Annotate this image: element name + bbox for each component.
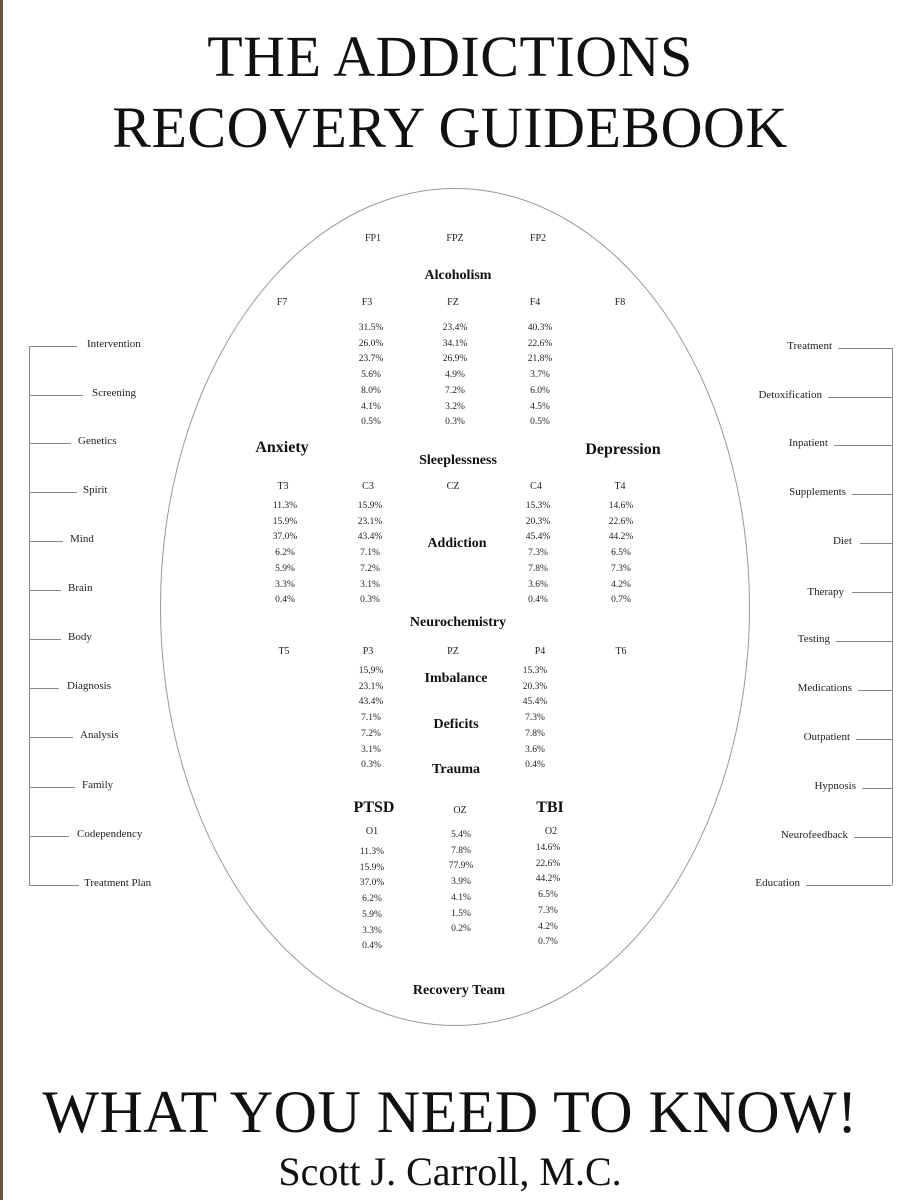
value-cell: 3.6% — [525, 744, 545, 755]
left-label-brain: Brain — [68, 582, 93, 594]
value-cell: 0.4% — [362, 941, 382, 952]
value-cell: 7.2% — [361, 728, 381, 739]
section-anxiety: Anxiety — [255, 439, 309, 456]
value-cell: 7.1% — [361, 713, 381, 724]
values-c3 — [358, 499, 383, 609]
value-cell: 22.6% — [535, 858, 561, 869]
value-cell: 8.0% — [361, 385, 381, 396]
value-cell: 22.6% — [527, 338, 553, 349]
right-tick — [860, 543, 892, 544]
value-cell: 15.9% — [357, 501, 383, 511]
value-cell: 15.3% — [522, 666, 548, 676]
title-line-2: RECOVERY GUIDEBOOK — [112, 95, 788, 160]
value-cell: 4.1% — [361, 401, 381, 412]
section-recovery-team: Recovery Team — [412, 983, 506, 998]
section-sleeplessness: Sleeplessness — [419, 453, 497, 468]
value-cell: 3.2% — [445, 401, 465, 412]
section-imbalance: Imbalance — [424, 671, 488, 686]
electrode-f3: F3 — [361, 297, 373, 308]
value-cell: 15.9% — [358, 666, 384, 676]
value-cell: 7.2% — [360, 563, 380, 574]
value-cell: 4.1% — [451, 892, 471, 903]
right-tick — [856, 739, 892, 740]
value-cell: 3.1% — [360, 579, 380, 590]
value-cell: 15.9% — [359, 862, 385, 873]
right-tick — [858, 690, 892, 691]
right-label-treatment: Treatment — [787, 340, 832, 352]
value-cell: 43.4% — [357, 532, 383, 543]
value-cell: 7.3% — [525, 713, 545, 724]
electrode-cz: CZ — [446, 481, 460, 492]
value-cell: 6.2% — [275, 548, 295, 559]
value-cell: 20.3% — [525, 516, 551, 527]
right-label-testing: Testing — [797, 633, 830, 645]
value-cell: 23.4% — [442, 323, 468, 333]
right-tick — [852, 592, 892, 593]
section-alcoholism: Alcoholism — [424, 268, 492, 283]
left-label-genetics: Genetics — [78, 435, 117, 447]
values-f3 — [359, 321, 384, 431]
value-cell: 0.4% — [528, 595, 548, 606]
values-t4 — [609, 499, 634, 609]
left-tick — [29, 737, 73, 738]
value-cell: 7.1% — [360, 548, 380, 559]
values-fz — [443, 321, 468, 431]
right-tick — [838, 348, 892, 349]
values-c4 — [526, 499, 551, 609]
electrode-pz: PZ — [447, 646, 459, 657]
left-label-family: Family — [82, 779, 114, 791]
values-p4 — [523, 664, 548, 774]
value-cell: 6.5% — [538, 890, 558, 901]
left-label-codependency: Codependency — [77, 828, 143, 840]
electrode-t6: T6 — [615, 646, 627, 657]
electrode-o2: O2 — [544, 826, 558, 837]
electrode-fz: FZ — [447, 297, 459, 308]
values-oz — [449, 828, 474, 938]
left-tick — [29, 836, 69, 837]
right-tick — [806, 885, 892, 886]
value-cell: 0.3% — [445, 417, 465, 428]
electrode-fp1: FP1 — [364, 233, 382, 244]
left-label-screening: Screening — [92, 387, 136, 399]
value-cell: 0.7% — [611, 595, 631, 606]
value-cell: 7.8% — [525, 728, 545, 739]
left-tick — [29, 492, 77, 493]
value-cell: 21.8% — [527, 354, 553, 365]
value-cell: 20.3% — [522, 681, 548, 692]
right-label-detoxification: Detoxification — [758, 389, 822, 401]
value-cell: 45.4% — [525, 532, 551, 543]
value-cell: 22.6% — [608, 516, 634, 527]
value-cell: 0.4% — [525, 760, 545, 771]
value-cell: 4.2% — [538, 921, 558, 932]
value-cell: 45.4% — [522, 697, 548, 708]
value-cell: 0.3% — [361, 760, 381, 771]
right-label-inpatient: Inpatient — [788, 437, 828, 449]
left-bracket-line — [29, 346, 30, 885]
right-tick — [862, 788, 892, 789]
value-cell: 15.9% — [272, 516, 298, 527]
author-name: Scott J. Carroll, M.C. — [278, 1149, 622, 1194]
electrode-fp2: FP2 — [529, 233, 547, 244]
right-label-medications: Medications — [797, 682, 852, 694]
left-tick — [29, 787, 75, 788]
value-cell: 7.3% — [611, 563, 631, 574]
value-cell: 23.1% — [358, 681, 384, 692]
electrode-t3: T3 — [277, 481, 289, 492]
right-label-therapy: Therapy — [807, 586, 844, 598]
value-cell: 5.9% — [362, 909, 382, 920]
value-cell: 40.3% — [527, 323, 553, 333]
value-cell: 0.5% — [530, 417, 550, 428]
section-addiction: Addiction — [427, 536, 487, 551]
section-depression: Depression — [585, 441, 661, 458]
right-bracket-line — [892, 348, 893, 885]
right-label-hypnosis: Hypnosis — [814, 780, 856, 792]
value-cell: 23.7% — [358, 354, 384, 365]
section-neurochemistry: Neurochemistry — [409, 615, 507, 630]
left-tick — [29, 885, 79, 886]
value-cell: 31.5% — [358, 323, 384, 333]
value-cell: 6.2% — [362, 894, 382, 905]
value-cell: 26.0% — [358, 338, 384, 349]
left-tick — [29, 395, 83, 396]
values-o2 — [536, 841, 561, 951]
value-cell: 3.7% — [530, 370, 550, 381]
left-label-mind: Mind — [70, 533, 94, 545]
left-tick — [29, 639, 61, 640]
electrode-f7: F7 — [276, 297, 288, 308]
tagline: WHAT YOU NEED TO KNOW! — [42, 1079, 858, 1145]
value-cell: 4.2% — [611, 579, 631, 590]
right-label-education: Education — [755, 877, 800, 889]
values-p3 — [359, 664, 384, 774]
left-label-spirit: Spirit — [83, 484, 108, 496]
left-label-diagnosis: Diagnosis — [67, 680, 111, 692]
electrode-o1: O1 — [365, 826, 379, 837]
left-label-body: Body — [68, 631, 92, 643]
value-cell: 37.0% — [272, 532, 298, 543]
value-cell: 34.1% — [442, 338, 468, 349]
section-trauma: Trauma — [432, 762, 480, 777]
right-label-supplements: Supplements — [789, 486, 846, 498]
value-cell: 0.3% — [360, 595, 380, 606]
section-deficits: Deficits — [433, 717, 479, 732]
value-cell: 4.5% — [530, 401, 550, 412]
right-tick — [836, 641, 892, 642]
value-cell: 5.4% — [451, 830, 471, 840]
value-cell: 7.3% — [538, 905, 558, 916]
value-cell: 6.5% — [611, 548, 631, 559]
electrode-oz: OZ — [453, 805, 467, 816]
value-cell: 5.6% — [361, 370, 381, 381]
left-tick — [29, 346, 77, 347]
electrode-p3: P3 — [362, 646, 374, 657]
value-cell: 0.4% — [275, 595, 295, 606]
cover-edge — [0, 0, 3, 1200]
values-t3 — [273, 499, 298, 609]
value-cell: 1.5% — [451, 908, 471, 919]
electrode-p4: P4 — [534, 646, 546, 657]
value-cell: 26.9% — [442, 354, 468, 365]
value-cell: 43.4% — [358, 697, 384, 708]
value-cell: 0.2% — [451, 924, 471, 935]
section-ptsd: PTSD — [353, 799, 395, 816]
values-f4 — [528, 321, 553, 431]
value-cell: 44.2% — [608, 532, 634, 543]
value-cell: 4.9% — [445, 370, 465, 381]
value-cell: 11.3% — [359, 847, 385, 857]
value-cell: 6.0% — [530, 385, 550, 396]
value-cell: 0.7% — [538, 937, 558, 948]
value-cell: 23.1% — [357, 516, 383, 527]
value-cell: 3.3% — [275, 579, 295, 590]
electrode-f4: F4 — [529, 297, 541, 308]
value-cell: 5.9% — [275, 563, 295, 574]
value-cell: 3.6% — [528, 579, 548, 590]
value-cell: 7.3% — [528, 548, 548, 559]
value-cell: 37.0% — [359, 878, 385, 889]
left-tick — [29, 688, 59, 689]
value-cell: 11.3% — [272, 501, 298, 511]
value-cell: 0.5% — [361, 417, 381, 428]
right-label-neurofeedback: Neurofeedback — [780, 829, 848, 841]
right-tick — [852, 494, 892, 495]
right-label-diet: Diet — [833, 535, 852, 547]
value-cell: 44.2% — [535, 874, 561, 885]
value-cell: 15.3% — [525, 501, 551, 511]
value-cell: 7.8% — [528, 563, 548, 574]
left-tick — [29, 541, 63, 542]
title-line-1: THE ADDICTIONS — [207, 24, 693, 89]
value-cell: 3.3% — [362, 925, 382, 936]
left-label-analysis: Analysis — [80, 729, 119, 741]
value-cell: 14.6% — [535, 843, 561, 853]
value-cell: 3.1% — [361, 744, 381, 755]
right-tick — [834, 445, 892, 446]
left-tick — [29, 443, 71, 444]
electrode-c3: C3 — [362, 481, 374, 492]
left-label-intervention: Intervention — [87, 338, 141, 350]
value-cell: 7.2% — [445, 385, 465, 396]
electrode-t4: T4 — [614, 481, 626, 492]
value-cell: 3.9% — [451, 877, 471, 888]
right-label-outpatient: Outpatient — [803, 731, 850, 743]
left-label-treatment-plan: Treatment Plan — [84, 877, 152, 889]
electrode-fpz: FPZ — [446, 233, 464, 244]
right-tick — [854, 837, 892, 838]
value-cell: 7.8% — [451, 845, 471, 856]
right-tick — [828, 397, 892, 398]
value-cell: 77.9% — [448, 861, 474, 872]
electrode-t5: T5 — [278, 646, 290, 657]
electrode-c4: C4 — [530, 481, 542, 492]
values-o1 — [360, 845, 385, 955]
left-tick — [29, 590, 61, 591]
electrode-f8: F8 — [614, 297, 626, 308]
value-cell: 14.6% — [608, 501, 634, 511]
section-tbi: TBI — [536, 799, 564, 816]
